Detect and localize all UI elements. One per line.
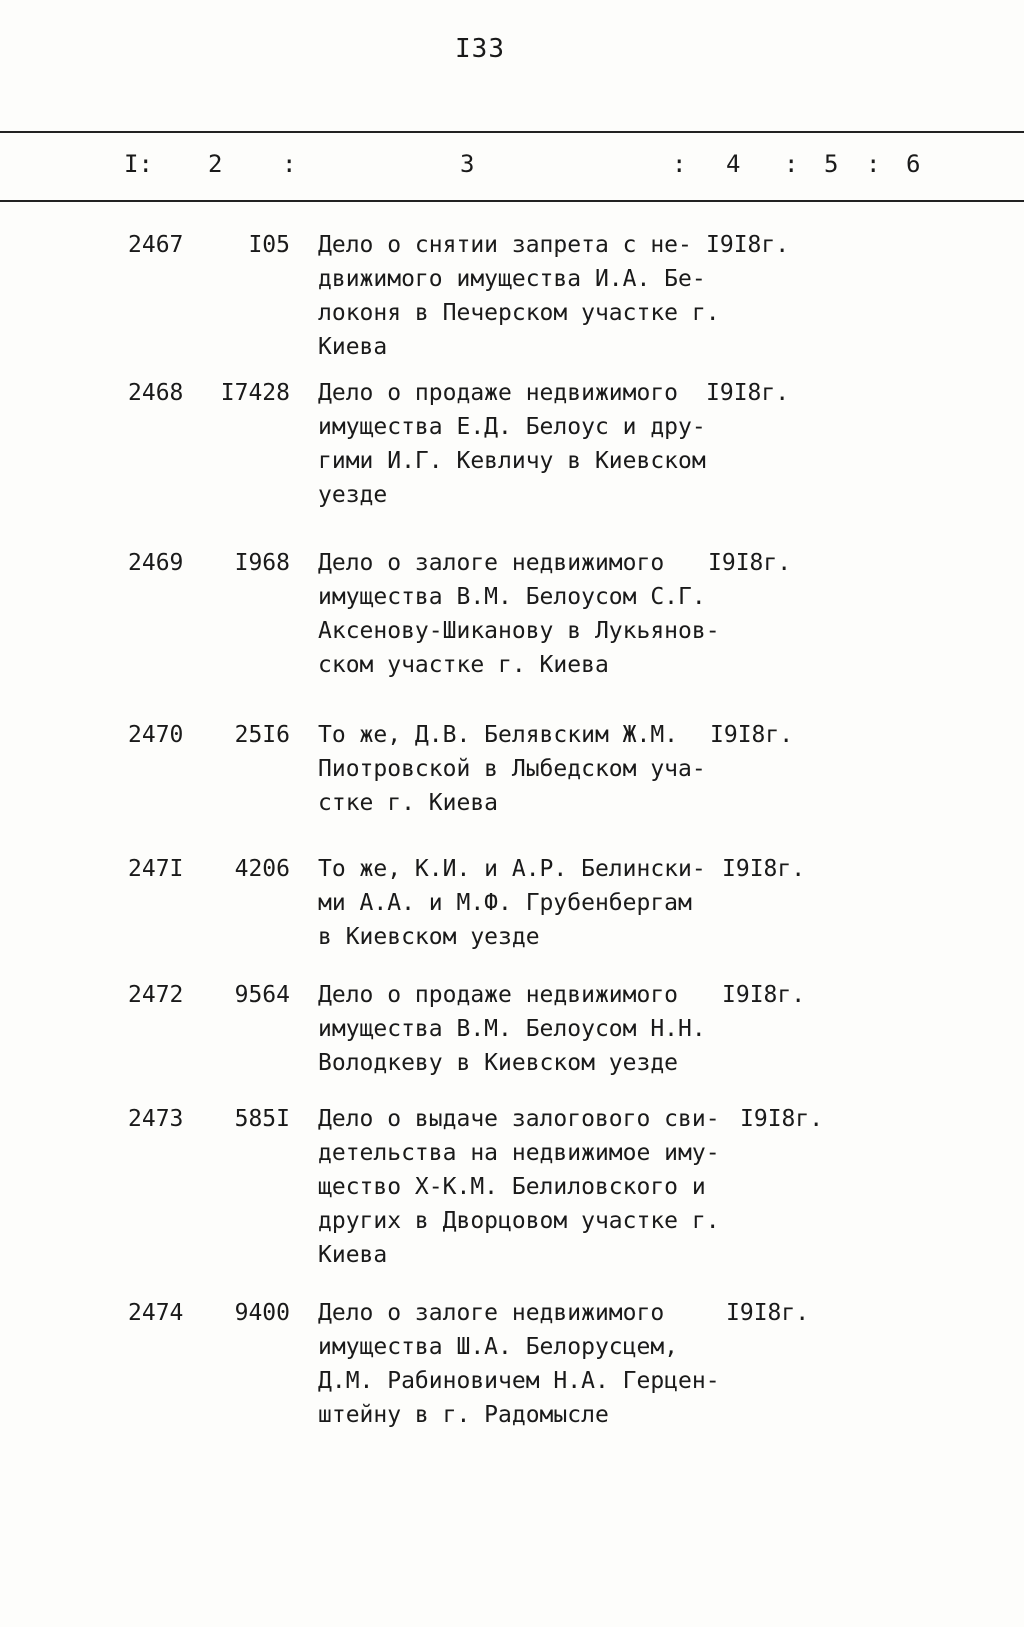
entry-code: I05 [248,232,290,258]
entry-number: 2474 [128,1300,184,1326]
column-header-5: 5 [824,150,839,178]
column-header-3: 3 [460,150,475,178]
entry-number: 2467 [128,232,184,258]
entry-number: 2472 [128,982,184,1008]
entry-code: I968 [234,550,290,576]
entry-code: 9564 [234,982,290,1008]
entry-description: То же, К.И. и А.Р. Белински- ми А.А. и М.Ф. Грубенбергам в Киевском уезде [318,856,706,950]
entry-code: 9400 [234,1300,290,1326]
entry-year: I9I8г. [722,982,806,1008]
column-separator: : [784,150,799,178]
entry-code: 585I [234,1106,290,1132]
entry-code: 25I6 [234,722,290,748]
entry-description: Дело о залоге недвижимого имущества В.М. Белоусом С.Г. Аксенову-Шиканову в Лукьянов- ском участке г. Киева [318,550,720,678]
column-header-row [0,150,1024,186]
column-header-1: I: [124,150,153,178]
entry-year: I9I8г. [722,856,806,882]
entry-number: 2468 [128,380,184,406]
column-header-2: 2 [208,150,223,178]
entry-description: То же, Д.В. Белявским Ж.М. Пиотровской в Лыбедском уча- стке г. Киева [318,722,706,816]
page-number: I33 [455,34,505,64]
header-top-rule [0,131,1024,133]
entry-code: 4206 [234,856,290,882]
entry-description: Дело о продаже недвижимого имущества В.М. Белоусом Н.Н. Володкеву в Киевском уезде [318,982,706,1076]
entry-year: I9I8г. [708,550,792,576]
entry-year: I9I8г. [706,380,790,406]
entry-description: Дело о выдаче залогового сви- детельства на недвижимое иму- щество Х-К.М. Белиловского и других в Дворцовом участке г. Киева [318,1106,720,1268]
column-separator: : [866,150,881,178]
column-header-6: 6 [906,150,921,178]
entry-description: Дело о залоге недвижимого имущества Ш.А. Белорусцем, Д.М. Рабиновичем Н.А. Герцен- штейну в г. Радомысле [318,1300,720,1428]
entry-year: I9I8г. [710,722,794,748]
entry-number: 2469 [128,550,184,576]
entry-number: 2470 [128,722,184,748]
entry-number: 2473 [128,1106,184,1132]
entry-year: I9I8г. [726,1300,810,1326]
column-separator: : [672,150,687,178]
entry-year: I9I8г. [740,1106,824,1132]
entry-year: I9I8г. [706,232,790,258]
header-bottom-rule [0,200,1024,202]
entry-code: I7428 [220,380,290,406]
entry-description: Дело о снятии запрета с не- движимого имущества И.А. Бе- локоня в Печерском участке г. Киева [318,232,720,360]
column-header-4: 4 [726,150,741,178]
entry-description: Дело о продаже недвижимого имущества Е.Д. Белоус и дру- гими И.Г. Кевличу в Киевском уезде [318,380,706,508]
column-separator: : [282,150,297,178]
entry-number: 247I [128,856,184,882]
